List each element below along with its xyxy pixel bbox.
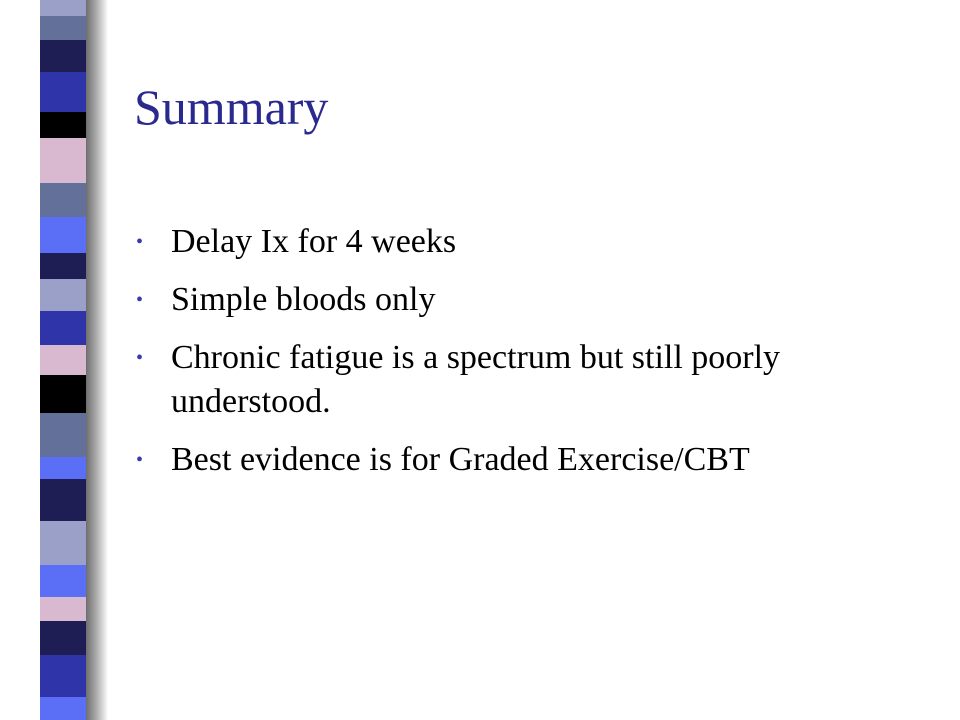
bullet-dot-icon: •	[136, 231, 144, 253]
bullet-text: Simple bloods only	[171, 281, 436, 318]
decorative-stripe	[40, 311, 86, 345]
bullet-text: Chronic fatigue is a spectrum but still poorly understood.	[171, 339, 781, 420]
bullet-item	[134, 220, 924, 264]
decorative-stripe	[40, 697, 86, 720]
decorative-stripe	[40, 0, 86, 16]
bullet-text: Best evidence is for Graded Exercise/CBT	[171, 441, 750, 478]
decorative-stripe	[40, 183, 86, 217]
decorative-stripe	[40, 597, 86, 621]
decorative-stripe	[40, 138, 86, 183]
decorative-stripe	[40, 345, 86, 375]
decorative-stripe	[40, 279, 86, 311]
bullet-item	[134, 438, 924, 482]
bullet-dot-icon: •	[136, 449, 144, 471]
bullet-list	[134, 220, 924, 496]
decorative-stripe	[40, 72, 86, 112]
decorative-stripe	[40, 457, 86, 479]
bullet-dot-icon: •	[136, 347, 144, 369]
decorative-stripe	[40, 621, 86, 655]
decorative-stripe	[40, 16, 86, 40]
decorative-stripe	[40, 655, 86, 697]
decorative-stripe	[40, 413, 86, 457]
bullet-item	[134, 278, 924, 322]
bullet-text: Delay Ix for 4 weeks	[171, 223, 457, 260]
decorative-stripe	[40, 40, 86, 72]
decorative-stripe	[40, 479, 86, 521]
decorative-stripe	[40, 375, 86, 413]
bullet-item	[134, 336, 924, 424]
bullet-dot-icon: •	[136, 289, 144, 311]
decorative-stripe	[40, 112, 86, 138]
decorative-stripe	[40, 253, 86, 279]
decorative-stripe	[40, 521, 86, 565]
decorative-stripe-bar	[40, 0, 86, 720]
decorative-stripe	[40, 565, 86, 597]
slide-title: Summary	[134, 79, 329, 135]
decorative-stripe	[40, 217, 86, 253]
decorative-bar-shadow	[86, 0, 108, 720]
